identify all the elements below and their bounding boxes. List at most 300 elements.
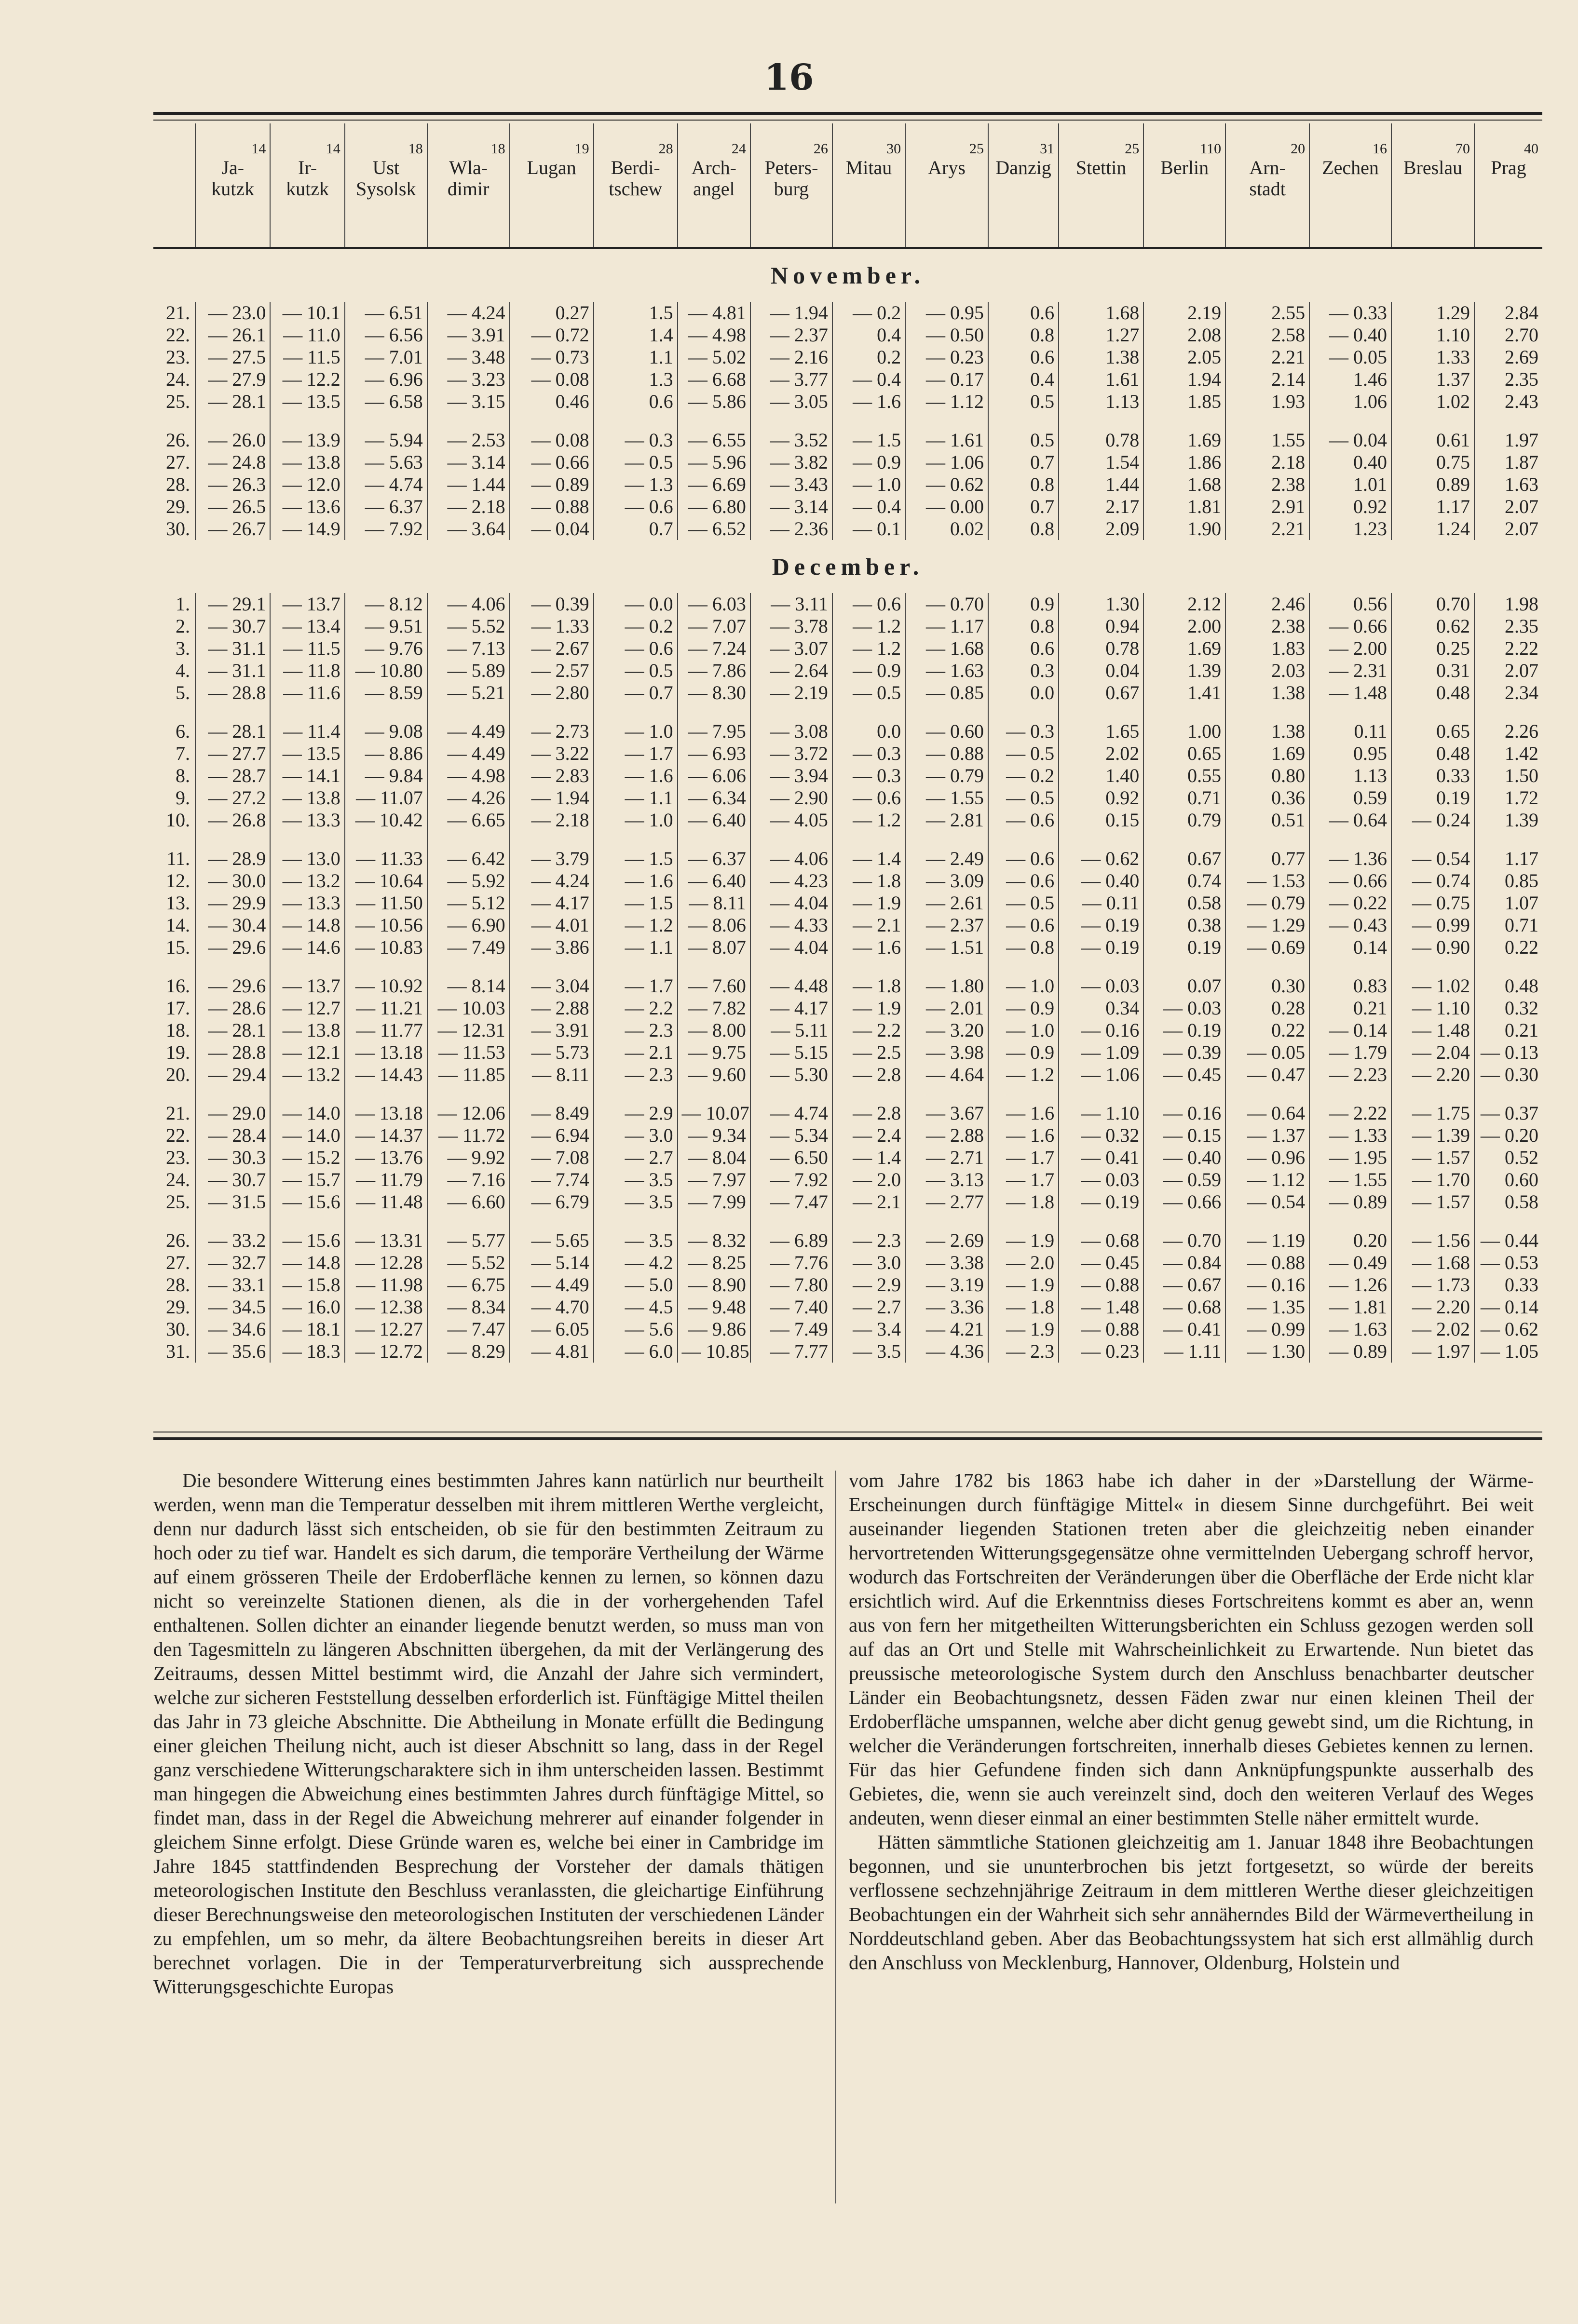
value-cell: — 0.54 (1391, 848, 1474, 870)
value-cell: — 12.38 (345, 1296, 427, 1318)
station-index: 70 (1455, 141, 1470, 157)
value-cell: — 2.20 (1391, 1064, 1474, 1086)
group-gap (153, 831, 1542, 848)
value-cell: — 4.01 (510, 914, 594, 936)
value-cell: — 2.31 (1309, 660, 1391, 682)
value-cell: — 6.55 (678, 429, 750, 451)
value-cell: — 0.70 (1143, 1230, 1225, 1252)
value-cell: — 2.88 (510, 997, 594, 1019)
value-cell: 1.69 (1143, 429, 1225, 451)
value-cell: — 6.65 (427, 809, 510, 831)
value-cell: — 0.3 (594, 429, 678, 451)
value-cell: — 3.78 (750, 615, 832, 637)
station-name: Ust (372, 157, 400, 178)
value-cell: — 0.74 (1391, 870, 1474, 892)
value-cell: — 2.02 (1391, 1318, 1474, 1340)
value-cell: — 0.04 (1309, 429, 1391, 451)
day-cell: 31. (166, 1340, 190, 1362)
value-cell: — 0.03 (1059, 1169, 1143, 1191)
value-cell: — 1.55 (1309, 1169, 1391, 1191)
value-cell: — 14.9 (270, 518, 344, 540)
value-cell: — 9.48 (678, 1296, 750, 1318)
value-cell: — 4.48 (750, 975, 832, 997)
value-cell: — 1.2 (832, 809, 905, 831)
value-cell: — 5.77 (427, 1230, 510, 1252)
value-cell: — 3.86 (510, 936, 594, 959)
value-cell: — 18.1 (270, 1318, 344, 1340)
month-row (153, 248, 1542, 302)
value-cell: — 24.8 (195, 451, 270, 473)
value-cell: — 9.76 (345, 637, 427, 660)
value-cell: — 3.05 (750, 391, 832, 413)
value-cell: — 2.37 (750, 324, 832, 346)
day-cell: 27. (166, 451, 190, 473)
value-cell: 1.85 (1143, 391, 1225, 413)
table-row (153, 870, 1542, 892)
value-cell: — 0.40 (1059, 870, 1143, 892)
value-cell: — 0.60 (905, 720, 988, 743)
value-cell: — 4.81 (510, 1340, 594, 1363)
value-cell: — 11.8 (270, 660, 344, 682)
table-row (153, 743, 1542, 765)
value-cell: — 4.74 (750, 1102, 832, 1124)
value-cell: — 1.5 (594, 848, 678, 870)
text-column-right (849, 1468, 1534, 1974)
value-cell: — 0.41 (1143, 1318, 1225, 1340)
value-cell: — 2.73 (510, 720, 594, 743)
day-cell: 5. (176, 682, 190, 703)
value-cell: — 0.6 (594, 496, 678, 518)
table-row (153, 1124, 1542, 1147)
value-cell: — 2.16 (750, 346, 832, 368)
value-cell: 2.70 (1474, 324, 1542, 346)
value-cell: 0.7 (594, 518, 678, 540)
value-cell: — 0.45 (1143, 1064, 1225, 1086)
value-cell: 1.37 (1391, 368, 1474, 391)
value-cell: — 2.8 (832, 1064, 905, 1086)
value-cell: — 4.49 (510, 1274, 594, 1296)
value-cell: — 7.92 (750, 1169, 832, 1191)
value-cell: 0.56 (1309, 593, 1391, 615)
value-cell: — 5.34 (750, 1124, 832, 1147)
value-cell: — 0.69 (1225, 936, 1309, 959)
table-row (153, 1252, 1542, 1274)
value-cell: — 29.1 (195, 593, 270, 615)
value-cell: — 1.9 (832, 892, 905, 914)
value-cell: — 0.37 (1474, 1102, 1542, 1124)
value-cell: — 5.63 (345, 451, 427, 473)
value-cell: — 6.0 (594, 1340, 678, 1363)
value-cell: — 5.14 (510, 1252, 594, 1274)
value-cell: — 1.9 (832, 997, 905, 1019)
value-cell: 0.65 (1143, 743, 1225, 765)
value-cell: — 9.34 (678, 1124, 750, 1147)
value-cell: — 0.5 (988, 787, 1059, 809)
value-cell: — 8.11 (678, 892, 750, 914)
value-cell: — 3.04 (510, 975, 594, 997)
value-cell: — 8.49 (510, 1102, 594, 1124)
value-cell: — 0.14 (1309, 1019, 1391, 1041)
station-name: Danzig (995, 157, 1051, 178)
value-cell: — 32.7 (195, 1252, 270, 1274)
group-gap (153, 1213, 1542, 1230)
value-cell: — 5.73 (510, 1041, 594, 1064)
value-cell: — 1.6 (832, 936, 905, 959)
value-cell: 1.06 (1309, 391, 1391, 413)
value-cell: — 0.15 (1143, 1124, 1225, 1147)
value-cell: — 2.20 (1391, 1296, 1474, 1318)
value-cell: — 3.5 (594, 1191, 678, 1213)
value-cell: — 7.86 (678, 660, 750, 682)
value-cell: — 29.6 (195, 975, 270, 997)
value-cell: 1.23 (1309, 518, 1391, 540)
value-cell: — 3.0 (594, 1124, 678, 1147)
value-cell: — 2.88 (905, 1124, 988, 1147)
value-cell: — 1.8 (832, 870, 905, 892)
value-cell: 0.21 (1474, 1019, 1542, 1041)
value-cell: — 5.65 (510, 1230, 594, 1252)
value-cell: — 6.96 (345, 368, 427, 391)
value-cell: 0.4 (988, 368, 1059, 391)
value-cell: — 14.8 (270, 914, 344, 936)
value-cell: — 13.3 (270, 892, 344, 914)
value-cell: — 0.20 (1474, 1124, 1542, 1147)
value-cell: — 28.1 (195, 391, 270, 413)
table-row (153, 1169, 1542, 1191)
day-cell: 3. (176, 637, 190, 659)
value-cell: — 0.08 (510, 429, 594, 451)
value-cell: — 8.90 (678, 1274, 750, 1296)
value-cell: — 3.19 (905, 1274, 988, 1296)
value-cell: — 3.13 (905, 1169, 988, 1191)
value-cell: — 29.6 (195, 936, 270, 959)
value-cell: — 34.5 (195, 1296, 270, 1318)
value-cell: — 1.79 (1309, 1041, 1391, 1064)
value-cell: 0.61 (1391, 429, 1474, 451)
day-cell: 14. (166, 914, 190, 936)
value-cell: — 11.5 (270, 637, 344, 660)
day-cell: 29. (166, 1296, 190, 1318)
value-cell: — 0.88 (1059, 1274, 1143, 1296)
text-column-left (153, 1468, 824, 1999)
value-cell: — 1.09 (1059, 1041, 1143, 1064)
table-row (153, 324, 1542, 346)
value-cell: 0.9 (988, 593, 1059, 615)
station-name: Prag (1491, 157, 1526, 178)
value-cell: 2.09 (1059, 518, 1143, 540)
value-cell: — 16.0 (270, 1296, 344, 1318)
value-cell: 0.58 (1143, 892, 1225, 914)
value-cell: — 7.13 (427, 637, 510, 660)
value-cell: — 28.7 (195, 765, 270, 787)
value-cell: 0.78 (1059, 637, 1143, 660)
group-gap (153, 1086, 1542, 1102)
value-cell: — 2.3 (988, 1340, 1059, 1363)
value-cell: 2.14 (1225, 368, 1309, 391)
value-cell: 2.91 (1225, 496, 1309, 518)
value-cell: — 0.62 (1059, 848, 1143, 870)
value-cell: — 0.7 (594, 682, 678, 704)
value-cell: 0.11 (1309, 720, 1391, 743)
value-cell: — 2.90 (750, 787, 832, 809)
value-cell: — 0.95 (905, 302, 988, 324)
value-cell: — 11.53 (427, 1041, 510, 1064)
station-header (427, 123, 510, 248)
value-cell: — 2.77 (905, 1191, 988, 1213)
temperature-table (153, 123, 1542, 1363)
value-cell: — 13.5 (270, 391, 344, 413)
value-cell: 1.01 (1309, 473, 1391, 496)
station-header (1143, 123, 1225, 248)
value-cell: — 30.7 (195, 1169, 270, 1191)
value-cell: — 3.5 (594, 1169, 678, 1191)
value-cell: — 7.47 (427, 1318, 510, 1340)
value-cell: — 10.07 (678, 1102, 750, 1124)
value-cell: — 3.11 (750, 593, 832, 615)
value-cell: — 4.74 (345, 473, 427, 496)
value-cell: — 26.1 (195, 324, 270, 346)
value-cell: — 8.34 (427, 1296, 510, 1318)
value-cell: — 0.32 (1059, 1124, 1143, 1147)
value-cell: — 12.72 (345, 1340, 427, 1363)
value-cell: — 8.04 (678, 1147, 750, 1169)
value-cell: — 1.57 (1391, 1191, 1474, 1213)
value-cell: — 10.03 (427, 997, 510, 1019)
value-cell: — 0.19 (1059, 936, 1143, 959)
day-cell: 7. (176, 743, 190, 764)
value-cell: — 4.49 (427, 743, 510, 765)
station-header (1309, 123, 1391, 248)
value-cell: — 0.45 (1059, 1252, 1143, 1274)
value-cell: — 1.68 (905, 637, 988, 660)
value-cell: 0.15 (1059, 809, 1143, 831)
value-cell: — 1.95 (1309, 1147, 1391, 1169)
value-cell: — 33.1 (195, 1274, 270, 1296)
value-cell: — 0.70 (905, 593, 988, 615)
value-cell: — 0.64 (1309, 809, 1391, 831)
value-cell: — 0.9 (832, 660, 905, 682)
value-cell: — 0.23 (1059, 1340, 1143, 1363)
value-cell: — 6.75 (427, 1274, 510, 1296)
value-cell: — 26.8 (195, 809, 270, 831)
value-cell: 0.8 (988, 324, 1059, 346)
paragraph: Hätten sämmtliche Stationen gleichzeitig am 1. Januar 1848 ihre Beobachtungen begonnen, und sie ununterbrochen bis jetzt fortgesetzt, so würde der bereits verflossene sechzehnjährige Zeitraum in dem mittleren Werthe dieser gleichzeitigen Beobachtungen ein der Wahrheit sich sehr annäherndes Bild der Wärmevertheilung in Norddeutschland geben. Aber das Beobachtungssystem hat sich erst allmählig durch den Anschluss von Mecklenburg, Hannover, Oldenburg, Holstein und (849, 1831, 1534, 1973)
table-row (153, 1147, 1542, 1169)
value-cell: 0.67 (1143, 848, 1225, 870)
value-cell: — 1.56 (1391, 1230, 1474, 1252)
value-cell: — 6.89 (750, 1230, 832, 1252)
value-cell: — 6.80 (678, 496, 750, 518)
table-row (153, 892, 1542, 914)
value-cell: 2.22 (1474, 637, 1542, 660)
value-cell: — 5.52 (427, 615, 510, 637)
station-header (1225, 123, 1309, 248)
value-cell: 1.4 (594, 324, 678, 346)
value-cell: — 12.0 (270, 473, 344, 496)
value-cell: — 2.3 (832, 1230, 905, 1252)
value-cell: 1.10 (1391, 324, 1474, 346)
value-cell: 0.22 (1225, 1019, 1309, 1041)
value-cell: — 1.44 (427, 473, 510, 496)
value-cell: — 3.36 (905, 1296, 988, 1318)
value-cell: — 4.49 (427, 720, 510, 743)
value-cell: — 7.07 (678, 615, 750, 637)
value-cell: — 3.20 (905, 1019, 988, 1041)
paragraph: vom Jahre 1782 bis 1863 habe ich daher in der »Darstellung der Wärme-Erscheinungen durch fünftägige Mittel« in diesem Sinne durchgeführt. Bei weit auseinander liegenden Stationen treten aber die gleichzeitig neben einander hervortretenden Witterungsgegensätze ohne vermittelnden Uebergang schroff hervor, wodurch das Fortschreiten der Veränderungen über die Oberfläche der Erde nicht klar ersichtlich wird. Auf die Erkenntniss dieses Fortschreitens kommt es aber an, wenn aus von fern her mitgetheilten Witterungsberichten ein Schluss gezogen werden soll auf das an Ort und Stelle mit Wahrscheinlichkeit zu Erwartende. Nun bietet das preussische meteorologische System durch den Anschluss benachbarter deutscher Länder ein Beobachtungsnetz, dessen Fäden zwar nur einen kleinen Theil der Erdoberfläche umspannen, welche aber dicht genug gewebt sind, um die Richtung, in welcher die Veränderungen fortschreiten, innerhalb dieses Gebietes kennen zu lernen. Für das hier Gefundene finden sich dann Anknüpfungspunkte ausserhalb des Gebietes, die, wenn sie auch vereinzelt sind, doch den weiteren Verlauf des Weges andeuten, wenn dieser einmal an einer bestimmten Stelle näher ermittelt wurde. (849, 1469, 1534, 1829)
value-cell: — 10.1 (270, 302, 344, 324)
value-cell: — 12.31 (427, 1019, 510, 1041)
value-cell: — 4.21 (905, 1318, 988, 1340)
value-cell: — 13.7 (270, 975, 344, 997)
value-cell: — 6.94 (510, 1124, 594, 1147)
station-index: 26 (813, 141, 828, 157)
paragraph: Die besondere Witterung eines bestimmten Jahres kann natürlich nur beurtheilt werden, wenn man die Temperatur desselben mit ihrem mittleren Werthe vergleicht, denn nur dadurch lässt sich entscheiden, ob sie für den bestimmten Zeitraum zu hoch oder zu tief war. Handelt es sich darum, die temporäre Vertheilung der Wärme auf einem grösseren Theile der Erdoberfläche kennen zu lernen, so können dazu nicht so vereinzelte Stationen dienen, als die in der vorhergehenden Tafel enthaltenen. Sollen dichter an einander liegende benutzt werden, so muss man von den Tagesmitteln zu längeren Abschnitten übergehen, da mit der Verlängerung des Zeitraums, dessen Mittel bestimmt wird, die Anzahl der Jahre sich vermindert, welche zur sicheren Feststellung desselben erforderlich ist. Fünftägige Mittel theilen das Jahr in 73 gleiche Abschnitte. Die Abtheilung in Monate erfüllt die Bedingung einer gleichen Theilung nicht, auch ist dieser Abschnitt so lang, dass in der Regel ganz verschiedene Witterungscharaktere sich in ihm unterscheiden lassen. Bestimmt man hingegen die Abweichung eines bestimmten Jahres durch fünftägige Mittel, so findet man, dass in der Regel die Abweichung mehrerer auf einander folgender in gleichem Sinne erfolgt. Diese Gründe waren es, welche bei einer in Cambridge im Jahre 1845 stattfindenden Besprechung der Vorsteher der damals thätigen meteorologischen Institute den Beschluss veranlassten, die gleichartige Einführung dieser Berechnungsweise den meteorologischen Instituten der verschiedenen Länder zu empfehlen, um so mehr, da ältere Beobachtungsreihen bereits in dieser Art berechnet vorlagen. Die in der Temperaturverbreitung sich aussprechende Witterungsgeschichte Europas (153, 1469, 824, 1998)
value-cell: — 1.7 (988, 1147, 1059, 1169)
value-cell: — 0.99 (1225, 1318, 1309, 1340)
value-cell: — 0.59 (1143, 1169, 1225, 1191)
station-header (988, 123, 1059, 248)
value-cell: — 2.01 (905, 997, 988, 1019)
value-cell: — 2.2 (594, 997, 678, 1019)
day-cell: 23. (166, 346, 190, 368)
value-cell: — 10.42 (345, 809, 427, 831)
value-cell: 0.80 (1225, 765, 1309, 787)
value-cell: — 1.8 (832, 975, 905, 997)
value-cell: 0.27 (510, 302, 594, 324)
value-cell: — 0.88 (1225, 1252, 1309, 1274)
value-cell: — 0.5 (988, 892, 1059, 914)
value-cell: — 2.71 (905, 1147, 988, 1169)
value-cell: — 0.1 (832, 518, 905, 540)
value-cell: — 1.0 (594, 809, 678, 831)
temperature-table-frame (153, 112, 1542, 1440)
value-cell: — 0.23 (905, 346, 988, 368)
value-cell: — 3.43 (750, 473, 832, 496)
value-cell: — 0.30 (1474, 1064, 1542, 1086)
value-cell: 2.02 (1059, 743, 1143, 765)
value-cell: 0.55 (1143, 765, 1225, 787)
station-name: Arys (928, 157, 966, 178)
station-index: 25 (1125, 141, 1140, 157)
value-cell: — 0.2 (832, 302, 905, 324)
value-cell: — 0.89 (1309, 1340, 1391, 1363)
value-cell: — 1.11 (1143, 1340, 1225, 1363)
value-cell: — 28.1 (195, 720, 270, 743)
value-cell: — 0.89 (510, 473, 594, 496)
value-cell: 1.39 (1143, 660, 1225, 682)
value-cell: — 0.84 (1143, 1252, 1225, 1274)
table-row (153, 765, 1542, 787)
value-cell: — 1.63 (905, 660, 988, 682)
value-cell: — 13.8 (270, 451, 344, 473)
value-cell: — 9.92 (427, 1147, 510, 1169)
value-cell: — 3.94 (750, 765, 832, 787)
value-cell: — 0.66 (1143, 1191, 1225, 1213)
value-cell: — 2.3 (594, 1064, 678, 1086)
value-cell: — 0.9 (988, 997, 1059, 1019)
value-cell: — 1.30 (1225, 1340, 1309, 1363)
day-cell: 26. (166, 1230, 190, 1251)
value-cell: 1.44 (1059, 473, 1143, 496)
value-cell: — 29.0 (195, 1102, 270, 1124)
value-cell: — 4.70 (510, 1296, 594, 1318)
value-cell: — 6.03 (678, 593, 750, 615)
day-cell: 22. (166, 324, 190, 346)
value-cell: 2.58 (1225, 324, 1309, 346)
value-cell: 1.50 (1474, 765, 1542, 787)
value-cell: — 33.2 (195, 1230, 270, 1252)
table-row (153, 593, 1542, 615)
value-cell: — 0.85 (905, 682, 988, 704)
table-row (153, 936, 1542, 959)
value-cell: 2.84 (1474, 302, 1542, 324)
value-cell: — 2.64 (750, 660, 832, 682)
value-cell: — 0.88 (905, 743, 988, 765)
station-name: Sysolsk (355, 178, 416, 200)
value-cell: 2.21 (1225, 346, 1309, 368)
station-index: 14 (326, 141, 340, 157)
value-cell: — 5.0 (594, 1274, 678, 1296)
value-cell: — 13.31 (345, 1230, 427, 1252)
value-cell: — 4.23 (750, 870, 832, 892)
value-cell: — 11.77 (345, 1019, 427, 1041)
value-cell: 0.60 (1474, 1169, 1542, 1191)
station-name: Stettin (1075, 157, 1127, 178)
value-cell: — 2.8 (832, 1102, 905, 1124)
station-header (195, 123, 270, 248)
value-cell: — 14.8 (270, 1252, 344, 1274)
value-cell: — 13.3 (270, 809, 344, 831)
station-name: dimir (447, 178, 490, 200)
value-cell: — 0.67 (1143, 1274, 1225, 1296)
value-cell: 1.69 (1143, 637, 1225, 660)
value-cell: — 1.10 (1391, 997, 1474, 1019)
value-cell: 1.54 (1059, 451, 1143, 473)
value-cell: 0.7 (988, 496, 1059, 518)
value-cell: — 1.0 (594, 720, 678, 743)
value-cell: — 0.72 (510, 324, 594, 346)
value-cell: — 30.3 (195, 1147, 270, 1169)
value-cell: — 0.2 (594, 615, 678, 637)
value-cell: — 5.86 (678, 391, 750, 413)
value-cell: — 2.4 (832, 1124, 905, 1147)
value-cell: — 4.04 (750, 892, 832, 914)
table-row (153, 1064, 1542, 1086)
value-cell: — 26.5 (195, 496, 270, 518)
table-body (153, 248, 1542, 1363)
value-cell: — 7.47 (750, 1191, 832, 1213)
value-cell: — 11.21 (345, 997, 427, 1019)
value-cell: 1.55 (1225, 429, 1309, 451)
value-cell: — 2.9 (594, 1102, 678, 1124)
day-cell: 19. (166, 1041, 190, 1063)
value-cell: 2.00 (1143, 615, 1225, 637)
table-row (153, 518, 1542, 540)
value-cell: — 28.4 (195, 1124, 270, 1147)
value-cell: — 0.89 (1309, 1191, 1391, 1213)
value-cell: — 0.9 (988, 1041, 1059, 1064)
value-cell: — 13.8 (270, 787, 344, 809)
value-cell: — 0.79 (905, 765, 988, 787)
value-cell: — 6.51 (345, 302, 427, 324)
value-cell: 2.03 (1225, 660, 1309, 682)
value-cell: — 14.1 (270, 765, 344, 787)
value-cell: 0.34 (1059, 997, 1143, 1019)
table-header-row (153, 123, 1542, 248)
value-cell: — 7.01 (345, 346, 427, 368)
value-cell: 1.3 (594, 368, 678, 391)
day-cell: 24. (166, 368, 190, 390)
